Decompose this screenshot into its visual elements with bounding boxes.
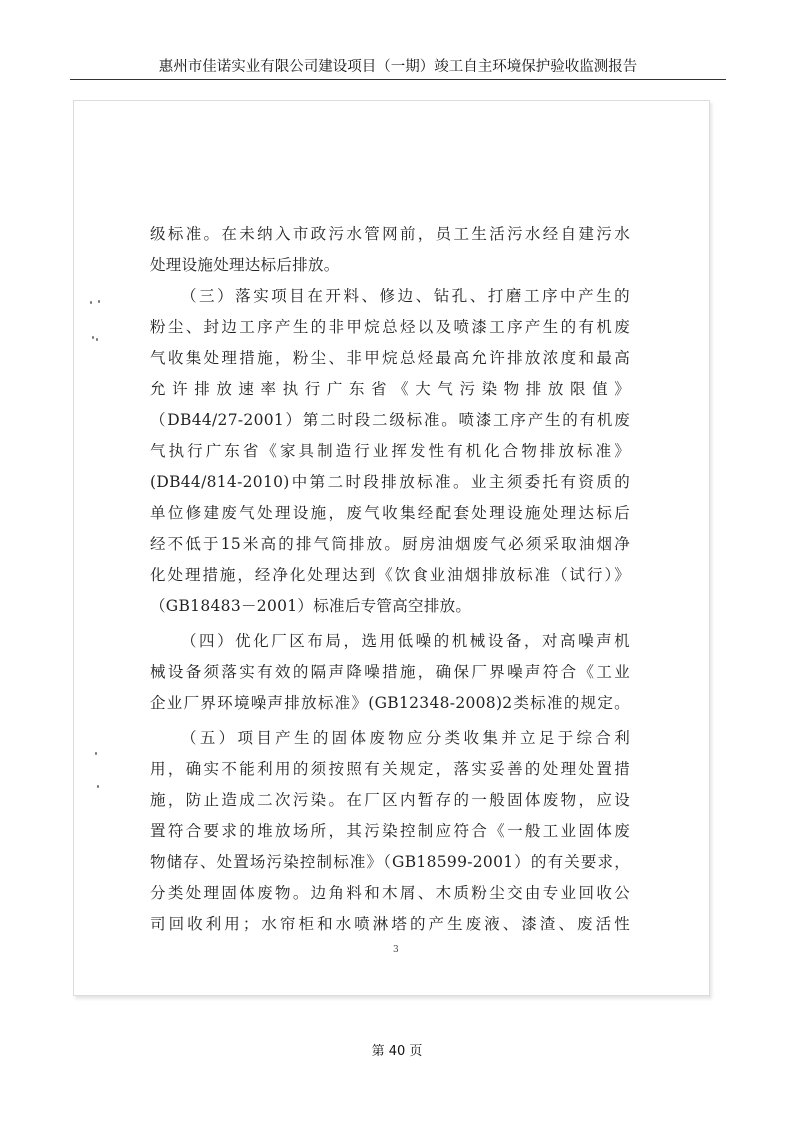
scan-speck [97,785,99,788]
body-line: （五）项目产生的固体废物应分类收集并立足于综合利 [181,729,630,747]
body-line: (DB44/814-2010)中第二时段排放标准。业主须委托有资质的 [150,473,630,491]
body-line: 气收集处理措施，粉尘、非甲烷总烃最高允许排放浓度和最高 [150,349,630,367]
body-line: （GB18483－2001）标准后专管高空排放。 [150,597,472,615]
scan-speck [90,301,92,304]
body-line: 司回收利用；水帘柜和水喷淋塔的产生废液、漆渣、废活性 [150,915,630,933]
body-line: 化处理措施，经净化处理达到《饮食业油烟排放标准（试行）》 [150,566,630,584]
body-line: 置符合要求的堆放场所，其污染控制应符合《一般工业固体废 [150,822,630,840]
report-header-title: 惠州市佳诺实业有限公司建设项目（一期）竣工自主环境保护验收监测报告 [70,55,726,80]
body-line: 处理设施处理达标后排放。 [150,256,340,274]
scanned-body-text [150,219,630,940]
body-line: 企业厂界环境噪声排放标准》(GB12348-2008)2类标准的规定。 [150,694,630,712]
body-line: 械设备须落实有效的隔声降噪措施，确保厂界噪声符合《工业 [150,663,630,681]
body-line: 单位修建废气处理设施，废气收集经配套处理设施处理达标后 [150,504,630,522]
body-line: （DB44/27-2001）第二时段二级标准。喷漆工序产生的有机废 [150,411,630,429]
body-line: 分类处理固体废物。边角料和木屑、木质粉尘交由专业回收公 [150,884,630,902]
body-line: 施，防止造成二次污染。在厂区内暂存的一般固体废物，应设 [150,791,630,809]
scan-speck [96,338,98,341]
scan-speck [95,752,97,755]
body-line: （四）优化厂区布局，选用低噪的机械设备，对高噪声机 [181,632,630,650]
scan-speck [92,336,94,339]
page-footer-number: 第 40 页 [371,1044,423,1059]
body-line: 气执行广东省《家具制造行业挥发性有机化合物排放标准》 [150,442,630,460]
body-line: 级标准。在未纳入市政污水管网前，员工生活污水经自建污水 [150,225,630,243]
scan-speck [98,300,100,303]
scanned-page-number: 3 [393,945,399,955]
body-line: 用，确实不能利用的须按照有关规定，落实妥善的处理处置措 [150,760,630,778]
body-line: （三）落实项目在开料、修边、钻孔、打磨工序中产生的 [181,287,630,305]
body-line: 允许排放速率执行广东省《大气污染物排放限值》 [150,380,630,398]
body-line: 物储存、处置场污染控制标准》（GB18599-2001）的有关要求， [150,853,630,871]
body-line: 经不低于15米高的排气筒排放。厨房油烟废气必须采取油烟净 [150,535,630,553]
body-line: 粉尘、封边工序产生的非甲烷总烃以及喷漆工序产生的有机废 [150,318,630,336]
